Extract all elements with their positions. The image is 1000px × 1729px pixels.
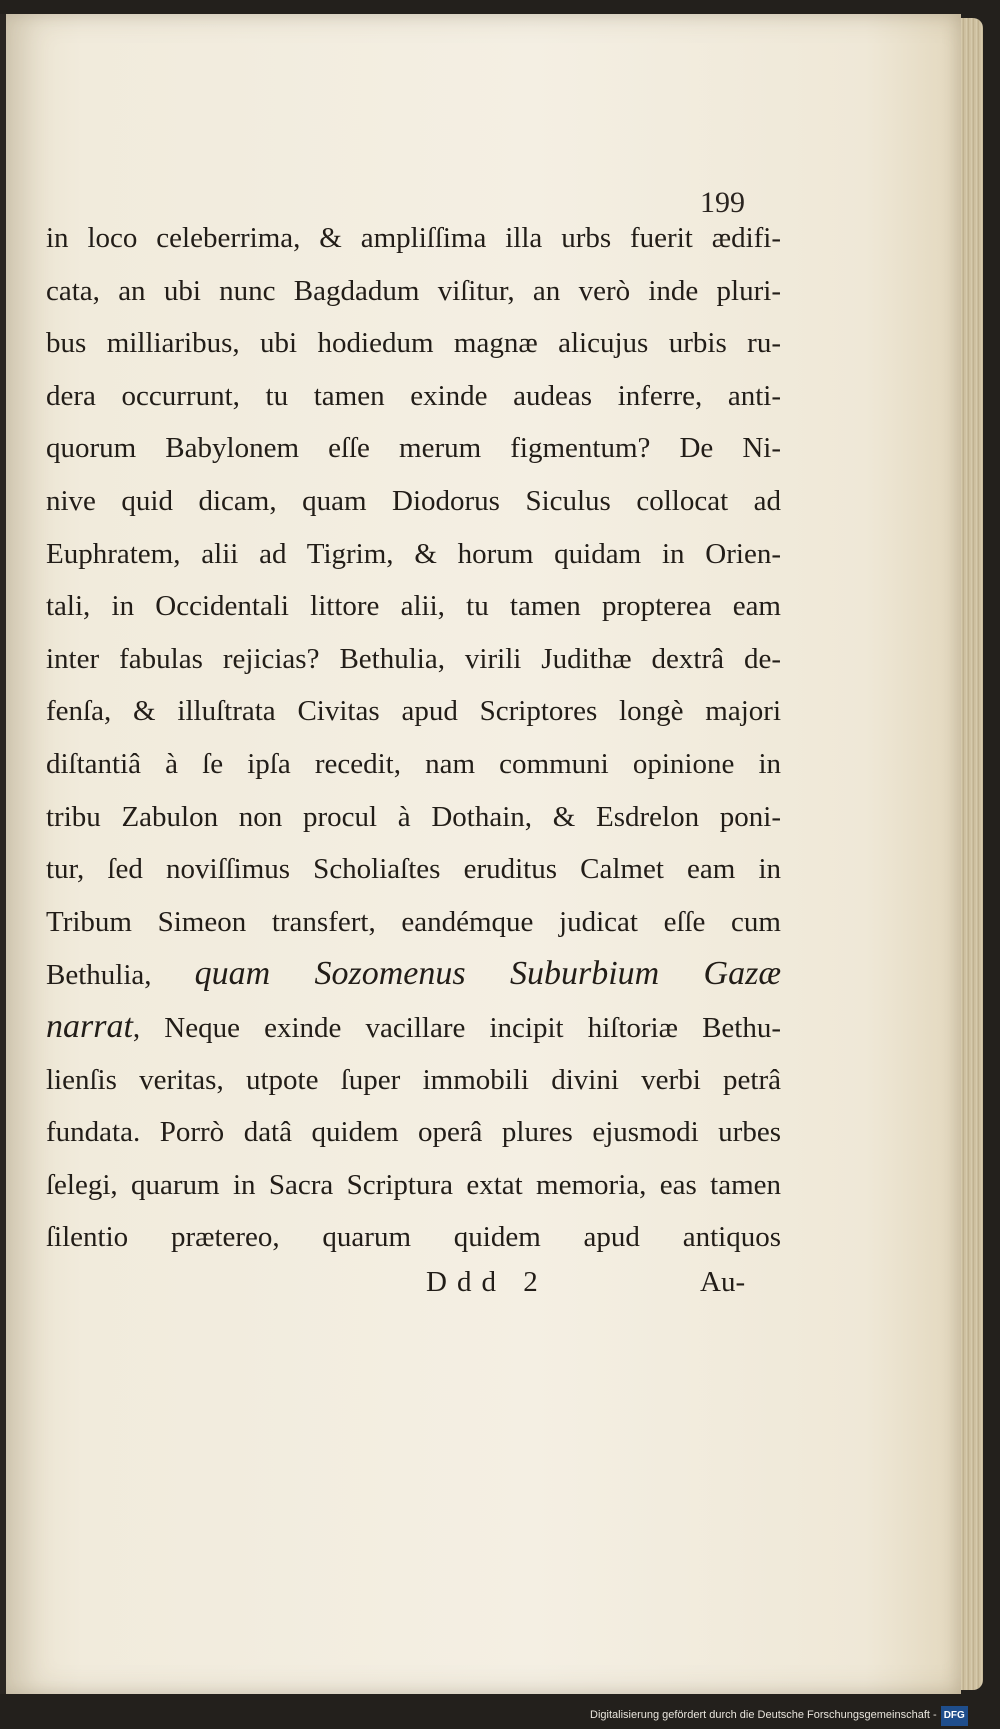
text-line: fenſa, & illuſtrata Civitas apud Scriptores longè majori — [46, 695, 781, 728]
text-line: tribu Zabulon non procul à Dothain, & Esdrelon poni- — [46, 800, 781, 833]
text-line: inter fabulas rejicias? Bethulia, virili Judithæ dextrâ de- — [46, 642, 781, 675]
roman-text: Bethulia, — [46, 959, 152, 992]
text-line: nive quid dicam, quam Diodorus Siculus collocat ad — [46, 484, 781, 517]
catchword: Au- — [700, 1266, 746, 1298]
text-line: ſelegi, quarum in Sacra Scriptura extat memoria, eas tamen — [46, 1168, 781, 1201]
text-line: cata, an ubi nunc Bagdadum viſitur, an verò inde pluri- — [46, 274, 781, 307]
italic-quote: quam Sozomenus Suburbium Gazæ — [194, 955, 781, 993]
credit-text: Digitalisierung gefördert durch die Deutsche Forschungsgemeinschaft - — [590, 1709, 937, 1721]
page-number: 199 — [700, 186, 745, 219]
text-line: diſtantiâ à ſe ipſa recedit, nam communi opinione in — [46, 747, 781, 780]
text-line-mixed — [46, 948, 781, 1001]
signature-mark: Ddd 2 — [426, 1266, 548, 1298]
digitization-credit — [590, 1705, 968, 1725]
text-line: ſilentio prætereo, quarum quidem apud antiquos — [46, 1221, 781, 1254]
text-line: bus milliaribus, ubi hodiedum magnæ alicujus urbis ru- — [46, 327, 781, 360]
text-line-mixed — [46, 1001, 781, 1054]
text-line: Tribum Simeon transfert, eandémque judicat eſſe cum — [46, 905, 781, 938]
page-footer — [46, 1262, 781, 1302]
italic-quote: narrat — [46, 1007, 133, 1045]
text-line: in loco celeberrima, & ampliſſima illa urbs fuerit ædifi- — [46, 222, 781, 254]
roman-text: , Neque exinde vacillare incipit hiſtoriæ Bethu- — [132, 1011, 781, 1044]
text-line: tur, ſed noviſſimus Scholiaſtes eruditus Calmet eam in — [46, 853, 781, 886]
text-line: lienſis veritas, utpote ſuper immobili divini verbi petrâ — [46, 1063, 781, 1096]
text-line: Euphratem, alii ad Tigrim, & horum quidam in Orien- — [46, 537, 781, 570]
text-line: tali, in Occidentali littore alii, tu tamen propterea eam — [46, 590, 781, 623]
body-text — [46, 212, 781, 1264]
text-line: dera occurrunt, tu tamen exinde audeas inferre, anti- — [46, 379, 781, 412]
dfg-logo: DFG — [941, 1706, 968, 1726]
text-line: quorum Babylonem eſſe merum figmentum? De Ni- — [46, 432, 781, 465]
text-line: fundata. Porrò datâ quidem operâ plures ejusmodi urbes — [46, 1116, 781, 1149]
